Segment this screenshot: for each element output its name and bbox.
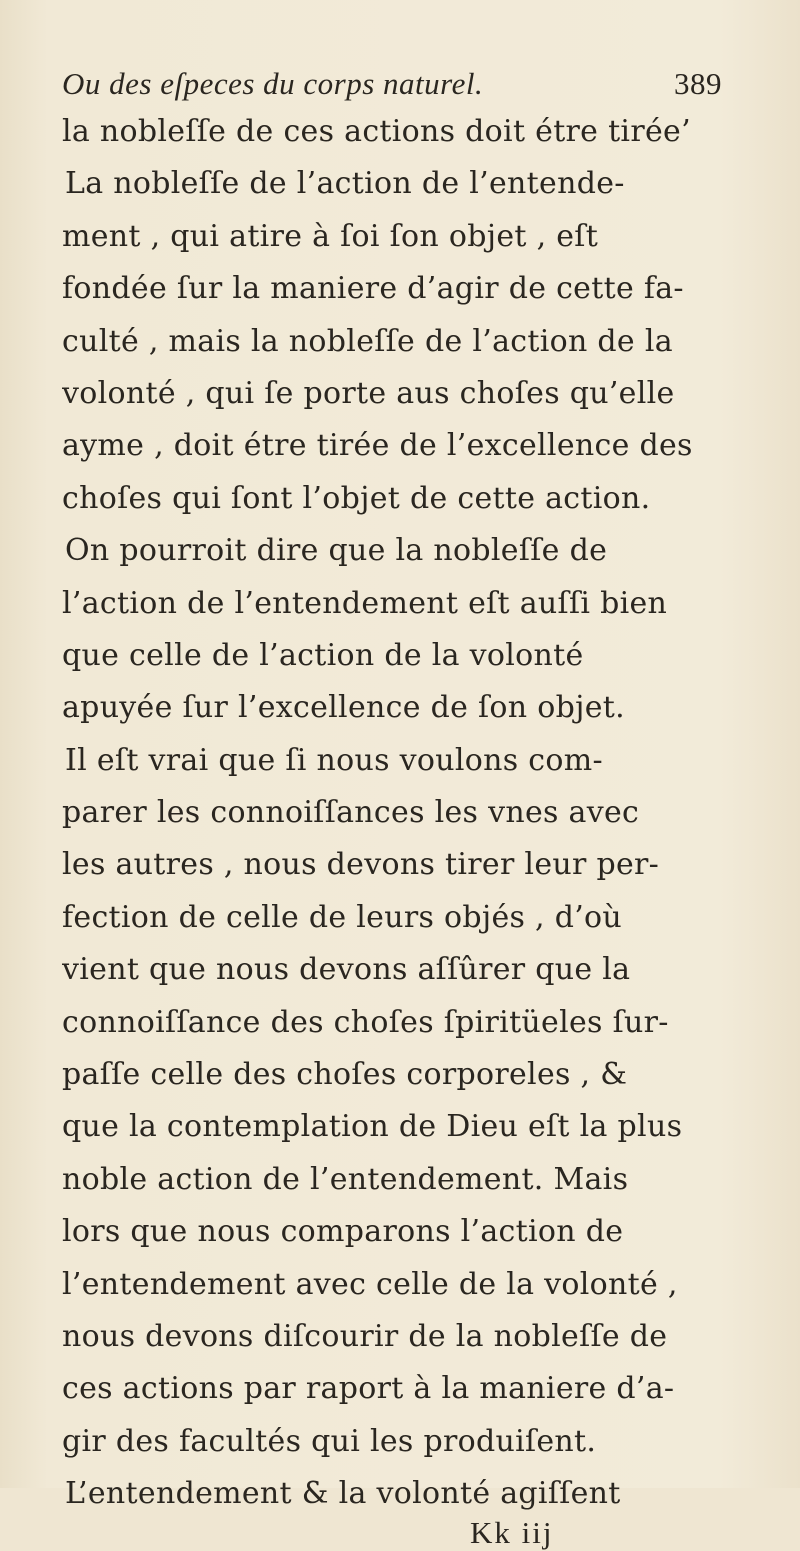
running-head — [62, 66, 722, 110]
text-line: que la contemplation de Dieu eſt la plus — [62, 1109, 683, 1145]
text-line: connoiſſance des choſes ſpiritüeles ſur- — [62, 1004, 669, 1040]
text-line: volonté , qui ſe porte aus choſes qu’elle — [62, 375, 675, 411]
text-line: fondée ſur la maniere d’agir de cette fa- — [62, 271, 684, 307]
text-line: fection de celle de leurs objés , d’où — [62, 899, 623, 935]
text-line: nous devons diſcourir de la nobleſſe de — [62, 1318, 668, 1354]
text-line: l’entendement avec celle de la volonté , — [62, 1266, 678, 1302]
text-line: L’entendement & la volonté agiſſent — [65, 1476, 621, 1512]
page-number: 389 — [674, 66, 722, 101]
text-line: l’action de l’entendement eſt auſſi bien — [62, 585, 668, 621]
text-line: paſſe celle des choſes corporeles , & — [62, 1057, 628, 1093]
body-text — [62, 106, 740, 1521]
text-line: la nobleſſe de ces actions doit étre tirée’ — [62, 114, 691, 149]
text-line: les autres , nous devons tirer leur per- — [62, 847, 660, 883]
text-line: que celle de l’action de la volonté — [62, 637, 584, 673]
text-line: apuyée ſur l’excellence de ſon objet. — [62, 690, 625, 726]
text-line: gir des facultés qui les produiſent. — [62, 1423, 597, 1459]
text-line: choſes qui ſont l’objet de cette action. — [62, 480, 651, 516]
text-line: culté , mais la nobleſſe de l’action de la — [62, 323, 673, 359]
text-line: noble action de l’entendement. Mais — [62, 1161, 629, 1197]
text-line: ment , qui atire à ſoi ſon objet , eſt — [62, 218, 599, 254]
text-line: La nobleſſe de l’action de l’entende- — [65, 166, 625, 202]
text-line: vient que nous devons aſſûrer que la — [62, 952, 631, 988]
signature-mark: Kk iij — [470, 1515, 554, 1550]
text-line: ayme , doit étre tirée de l’excellence des — [62, 428, 693, 464]
running-head-title: Ou des eſpeces du corps naturel. — [62, 66, 484, 101]
text-line: ces actions par raport à la maniere d’a- — [62, 1371, 675, 1407]
text-line: On pourroit dire que la nobleſſe de — [65, 533, 608, 569]
text-line: lors que nous comparons l’action de — [62, 1214, 624, 1250]
text-line: parer les connoiſſances les vnes avec — [62, 795, 640, 831]
text-line: Il eſt vrai que ſi nous voulons com- — [65, 742, 603, 778]
